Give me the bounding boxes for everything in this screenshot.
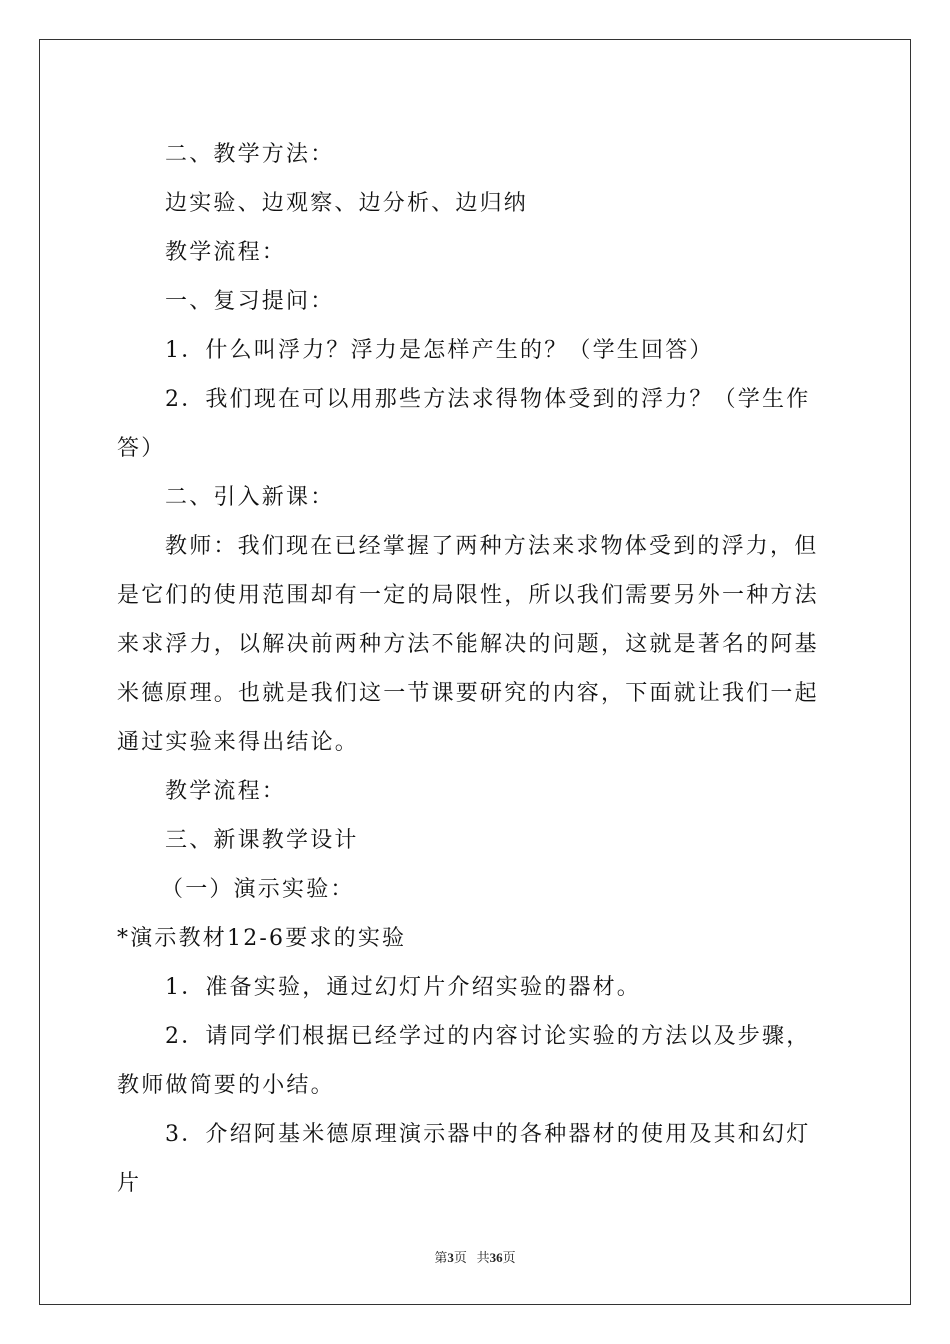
list-item-step-3: 3．介绍阿基米德原理演示器中的各种器材的使用及其和幻灯片	[117, 1122, 811, 1196]
footer-total-prefix: 共	[476, 1250, 490, 1265]
footer-page-number: 3	[447, 1250, 454, 1265]
list-item-question-2: 2．我们现在可以用那些方法求得物体受到的浮力？（学生作答）	[117, 387, 811, 461]
footer-page-prefix: 第	[434, 1250, 448, 1265]
list-item-step-2: 2．请同学们根据已经学过的内容讨论实验的方法以及步骤，教师做简要的小结。	[117, 1024, 811, 1098]
footer-total-pages: 36	[489, 1250, 503, 1265]
section-heading-lesson-design: 三、新课教学设计	[165, 828, 359, 853]
section-heading-new-lesson: 二、引入新课：	[165, 485, 335, 510]
list-item-question-1: 1．什么叫浮力？浮力是怎样产生的？（学生回答）	[165, 338, 714, 363]
subsection-heading-demo-experiment: （一）演示实验：	[161, 877, 355, 902]
document-body	[117, 130, 833, 1208]
footer-total-suffix: 页	[502, 1250, 516, 1265]
paragraph-demo-note: *演示教材12-6要求的实验	[117, 926, 407, 951]
paragraph-method-list: 边实验、边观察、边分析、边归纳	[165, 191, 529, 216]
section-heading-teaching-method: 二、教学方法：	[165, 142, 335, 167]
page-footer	[0, 1247, 950, 1266]
section-heading-teaching-process-2: 教学流程：	[165, 779, 287, 804]
footer-page-suffix: 页	[453, 1250, 467, 1265]
section-heading-teaching-process: 教学流程：	[165, 240, 287, 265]
list-item-step-1: 1．准备实验，通过幻灯片介绍实验的器材。	[165, 975, 641, 1000]
paragraph-teacher-intro: 教师：我们现在已经掌握了两种方法来求物体受到的浮力，但是它们的使用范围却有一定的局限性，所以我们需要另外一种方法来求浮力，以解决前两种方法不能解决的问题，这就是著名的阿基米德原理。也就是我们这一节课要研究的内容，下面就让我们一起通过实验来得出结论。	[117, 534, 819, 755]
section-heading-review-questions: 一、复习提问：	[165, 289, 335, 314]
